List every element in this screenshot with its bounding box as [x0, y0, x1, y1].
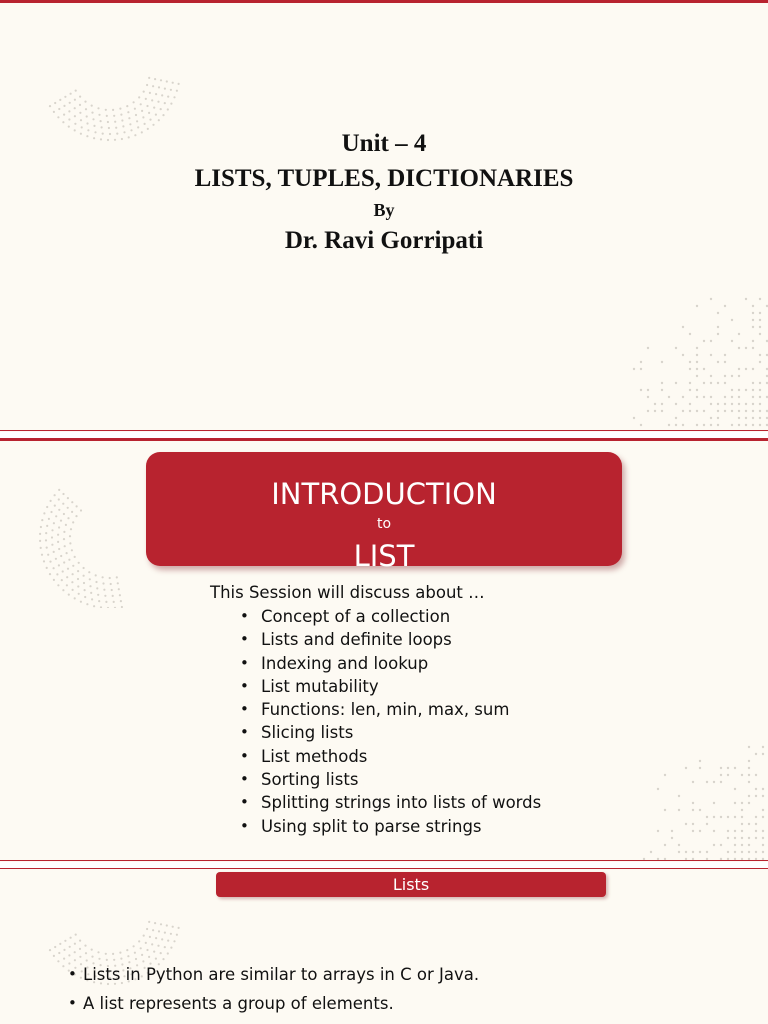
section-banner [146, 452, 622, 573]
bullet-icon: • [240, 793, 249, 812]
banner-connector: to [376, 516, 392, 532]
bullet-icon: • [240, 653, 249, 672]
list-item: • List methods [238, 745, 541, 768]
bullet-icon: • [240, 700, 249, 719]
unit-number: Unit – 4 [341, 130, 427, 157]
bullet-icon: • [240, 607, 249, 625]
top-rule [0, 438, 768, 441]
list-item: • Indexing and lookup [238, 652, 541, 675]
bullet-list [68, 960, 479, 1018]
title-slide [0, 0, 768, 432]
bullet-icon: • [240, 816, 249, 835]
section-heading: Lists [216, 872, 606, 897]
list-item: • Slicing lists [238, 721, 541, 744]
list-item: • Concept of a collection [238, 605, 541, 628]
dot-gradient-decoration [630, 260, 768, 432]
list-item: • Sorting lists [238, 768, 541, 791]
list-item: • A list represents a group of elements. [68, 989, 479, 1018]
dot-gradient-decoration [640, 708, 768, 862]
dot-arc-decoration [0, 458, 150, 608]
list-item: • Lists and definite loops [238, 628, 541, 651]
bullet-icon: • [240, 630, 249, 649]
bullet-icon: • [68, 994, 77, 1012]
lists-slide [0, 868, 768, 1024]
list-item: • List mutability [238, 675, 541, 698]
author-name: Dr. Ravi Gorripati [284, 227, 484, 254]
session-intro: This Session will discuss about … [210, 583, 485, 602]
bottom-rule [0, 430, 768, 431]
bullet-icon: • [68, 965, 77, 983]
list-item: • Functions: len, min, max, sum [238, 698, 541, 721]
banner-title: INTRODUCTION [271, 477, 497, 511]
list-item: • Lists in Python are similar to arrays in C or Java. [68, 960, 479, 989]
slide-title: LISTS, TUPLES, DICTIONARIES [194, 165, 574, 192]
bullet-icon: • [240, 676, 249, 695]
top-rule [0, 868, 768, 869]
banner-subtitle: LIST [353, 539, 415, 573]
bullet-icon: • [240, 770, 249, 789]
by-label: By [373, 200, 395, 220]
top-rule [0, 0, 768, 3]
bottom-rule [0, 860, 768, 861]
bullet-icon: • [240, 723, 249, 742]
bullet-icon: • [240, 746, 249, 765]
topic-list [238, 605, 541, 838]
introduction-slide [0, 438, 768, 862]
list-item: • Using split to parse strings [238, 815, 541, 838]
list-item: • Splitting strings into lists of words [238, 791, 541, 814]
